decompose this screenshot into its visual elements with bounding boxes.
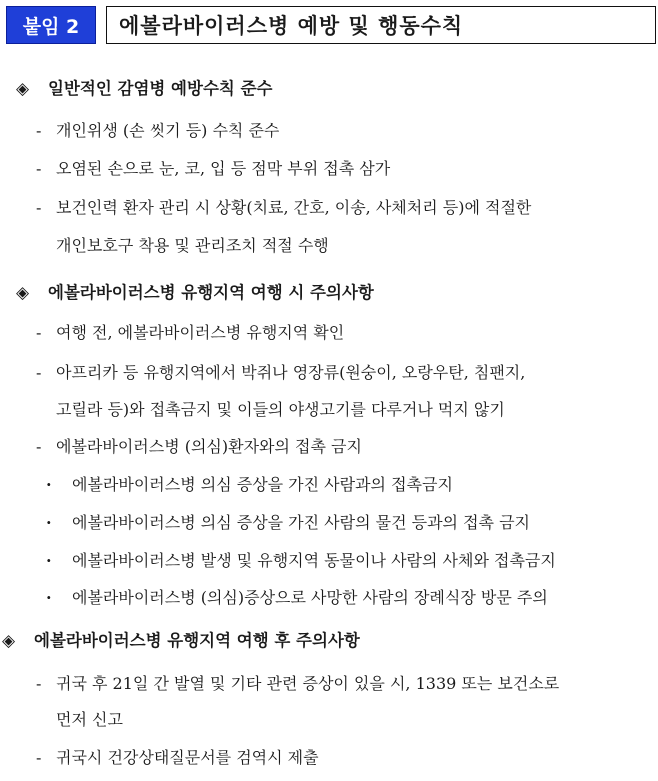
list-item-text: 아프리카 등 유행지역에서 박쥐나 영장류(원숭이, 오랑우탄, 침팬지, — [56, 363, 526, 382]
dash-marker: - — [36, 674, 42, 693]
section-3-title: 에볼라바이러스병 유행지역 여행 후 주의사항 — [34, 631, 360, 650]
sub-list-item — [46, 587, 548, 609]
attachment-badge: 붙임 2 — [6, 6, 96, 44]
section-2-heading — [16, 282, 374, 304]
page-title: 에볼라바이러스병 예방 및 행동수칙 — [106, 6, 656, 44]
list-item-continuation: 고릴라 등)와 접촉금지 및 이들의 야생고기를 다루거나 먹지 않기 — [56, 400, 505, 419]
list-item-text: 개인위생 (손 씻기 등) 수칙 준수 — [56, 121, 280, 140]
bullet-marker: · — [46, 513, 52, 532]
dash-marker: - — [36, 121, 42, 140]
list-item-text: 보건인력 환자 관리 시 상황(치료, 간호, 이송, 사체처리 등)에 적절한 — [56, 198, 532, 217]
list-item — [36, 673, 559, 695]
section-2-title: 에볼라바이러스병 유행지역 여행 시 주의사항 — [48, 283, 374, 302]
list-item-text: 귀국 후 21일 간 발열 및 기타 관련 증상이 있을 시, 1339 또는 보건소로 — [56, 674, 560, 693]
list-item — [36, 362, 525, 384]
sub-list-item-text: 에볼라바이러스병 (의심)증상으로 사망한 사람의 장례식장 방문 주의 — [72, 588, 548, 607]
sub-list-item — [46, 474, 453, 496]
dash-marker: - — [36, 437, 42, 456]
section-1-title: 일반적인 감염병 예방수칙 준수 — [48, 79, 273, 98]
bullet-marker: · — [46, 588, 52, 607]
section-3-heading — [2, 630, 360, 652]
list-item — [36, 120, 279, 142]
list-item-text: 귀국시 건강상태질문서를 검역시 제출 — [56, 748, 319, 767]
sub-list-item-text: 에볼라바이러스병 의심 증상을 가진 사람의 물건 등과의 접촉 금지 — [72, 513, 531, 532]
diamond-marker-icon: ◈ — [2, 631, 16, 651]
header — [6, 6, 650, 46]
dash-marker: - — [36, 159, 42, 178]
dash-marker: - — [36, 363, 42, 382]
sub-list-item-text: 에볼라바이러스병 의심 증상을 가진 사람과의 접촉금지 — [72, 475, 453, 494]
diamond-marker-icon: ◈ — [16, 283, 30, 303]
bullet-marker: · — [46, 475, 52, 494]
list-item-text: 오염된 손으로 눈, 코, 입 등 점막 부위 접촉 삼가 — [56, 159, 391, 178]
list-item-text: 여행 전, 에볼라바이러스병 유행지역 확인 — [56, 323, 345, 342]
list-item — [36, 747, 319, 769]
dash-marker: - — [36, 748, 42, 767]
diamond-marker-icon: ◈ — [16, 79, 30, 99]
sub-list-item — [46, 512, 530, 534]
list-item — [36, 322, 344, 344]
sub-list-item-text: 에볼라바이러스병 발생 및 유행지역 동물이나 사람의 사체와 접촉금지 — [72, 551, 556, 570]
section-1-heading — [16, 78, 272, 100]
list-item-continuation: 개인보호구 착용 및 관리조치 적절 수행 — [56, 236, 329, 255]
dash-marker: - — [36, 323, 42, 342]
sub-list-item — [46, 550, 556, 572]
list-item-continuation: 먼저 신고 — [56, 710, 123, 729]
bullet-marker: · — [46, 551, 52, 570]
dash-marker: - — [36, 198, 42, 217]
list-item — [36, 197, 531, 219]
list-item — [36, 158, 390, 180]
list-item-text: 에볼라바이러스병 (의심)환자와의 접촉 금지 — [56, 437, 362, 456]
list-item — [36, 436, 362, 458]
